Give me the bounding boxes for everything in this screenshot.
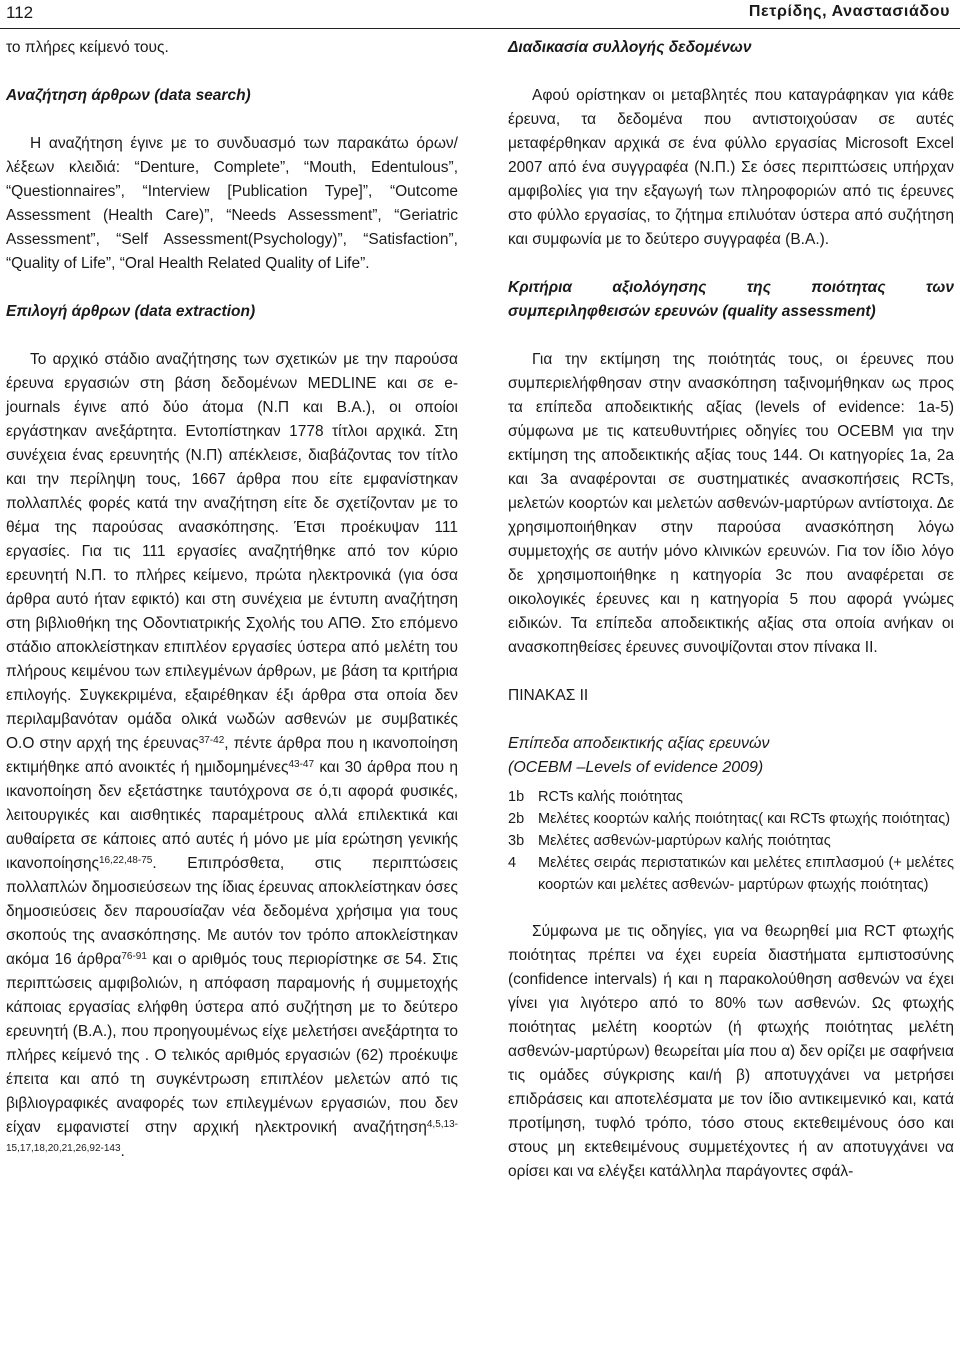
citation-superscript: 76-91 — [121, 951, 147, 962]
table-title: Επίπεδα αποδεικτικής αξίας ερευνών — [508, 735, 770, 752]
page-header — [0, 0, 960, 29]
running-head: Πετρίδης, Αναστασιάδου — [748, 3, 950, 20]
text-segment: . — [120, 1143, 125, 1160]
table-row — [508, 830, 954, 852]
citation-superscript: 16,22,48-75 — [98, 855, 153, 866]
text-segment: , πέντε άρθρα που η ικανοποίηση εκτιμήθηκε από ανοικτές ή ημιδομημένες — [6, 735, 458, 776]
text-segment: και ο αριθμός τους περιορίστηκε σε 54. Στις περιπτώσεις αμφιβολιών, η απόφαση παραμονής ή συμμετοχής κάποιας εργασίας ελήφθη ύστερα από συζήτηση με το δεύτερο ερευνητή (Β.Α.), που προηγουμένως είχε μελετήσει ανεξάρτητα το πλήρες κείμενό της . Ο τελικός αριθμός εργασιών (62) προέκυψε έπειτα και από τη συγκέντρωση επιπλέον μελετών από τις βιβλιογραφικές αναφορές των επιλεγμένων εργασιών, που δεν είχαν εμφανιστεί στην αρχική ηλεκτρονική αναζήτηση — [6, 951, 458, 1136]
citation-superscript: 4,5,13-15,17,18,20,21,26,92-143 — [6, 1119, 458, 1154]
table-row — [508, 786, 954, 808]
level-description: Μελέτες ασθενών-μαρτύρων καλής ποιότητας — [538, 833, 831, 849]
section-heading-data-collection: Διαδικασία συλλογής δεδομένων — [508, 39, 752, 56]
section-heading-data-extraction: Επιλογή άρθρων (data extraction) — [6, 303, 256, 320]
paragraph-data-collection: Αφού ορίστηκαν οι μεταβλητές που καταγράφηκαν για κάθε έρευνα, τα δεδομένα που αντιστοιχούσαν σε αυτές μεταφέρθηκαν αρχικά σε ένα φύλλο εργασίας Microsoft Excel 2007 από ένα συγγραφέα (Ν.Π.) Σε όσες περιπτώσεις υπήρχαν αμφιβολίες για την εξαγωγή των πληροφοριών από τις έρευνες στο φύλλο εργασίας, το ζήτημα επιλυόταν ύστερα από συζήτηση και συμφωνία με το δεύτερο συγγραφέα (Β.Α.). — [508, 87, 954, 248]
text-segment: . Επιπρόσθετα, στις περιπτώσεις πολλαπλών δημοσιεύσεων της ίδιας έρευνας αποκλείστηκαν όσες δημοσιεύσεις δεν παρουσίαζαν νέα δεδομένα χρήσιμα για τους σκοπούς της ανασκόπησης. Με αυτόν τον τρόπο αποκλείστηκαν ακόμα 16 άρθρα — [6, 855, 458, 968]
level-code: 4 — [508, 855, 517, 871]
evidence-levels-table — [508, 786, 954, 896]
text-segment: Το αρχικό στάδιο αναζήτησης των σχετικών με την παρούσα έρευνα εργασιών στη βάση δεδομένων MEDLINE και σε e-journals έγινε από δύο άτομα (Ν.Π και Β.Α.), οι οποίοι εργάστηκαν ανεξάρτητα. Εντοπίστηκαν 1778 τίτλοι αρχικά. Στη συνέχεια ένας ερευνητής (Ν.Π) απέκλεισε, διαβάζοντας τον τίτλο και την περίληψη τους, 1667 άρθρα που είτε εμφανίστηκαν πολλαπλές φορές κατά την αναζήτηση είτε δε σχετίζονταν με το θέμα της παρούσας ανασκόπησης. Έτσι προέκυψαν 111 εργασίες. Για τις 111 εργασίες αναζητήθηκε από τον κύριο ερευνητή Ν.Π. το πλήρες κείμενο, πρώτα ηλεκτρονικά (για όσα άρθρα αυτό ήταν εφικτό) και στη συνέχεια με έντυπη αναζήτηση στη βιβλιοθήκη της Οδοντιατρικής Σχολής του ΑΠΘ. Στο επόμενο στάδιο αποκλείστηκαν επιπλέον εργασίες ύστερα από μελέτη του πλήρους κειμένου των επιλεγμένων άρθρων, με βάση τα κριτήρια επιλογής. Συγκεκριμένα, εξαιρέθηκαν έξι άρθρα στα οποία δεν περιλαμβανόταν ομάδα ολικά νωδών ασθενών με συμβατικές Ο.Ο στην αρχή της έρευνας — [6, 351, 458, 752]
paragraph-carryover: το πλήρες κείμενό τους. — [6, 39, 169, 56]
level-description: Μελέτες κοορτών καλής ποιότητας( και RCTs φτωχής ποιότητας) — [538, 811, 951, 827]
table-subtitle: (OCEBM –Levels of evidence 2009) — [508, 759, 764, 776]
level-code: 3b — [508, 833, 525, 849]
paragraph-quality-criteria: Σύμφωνα με τις οδηγίες, για να θεωρηθεί μια RCT φτωχής ποιότητας πρέπει να έχει ευρεία διαστήματα εμπιστοσύνης (confidence intervals) ή και η παρακολούθηση ασθενών να έχει γίνει για λιγότερο από το 80% των ασθενών. Ως φτωχής ποιότητας μελέτη κοορτών (ή φτωχής ποιότητας μελέτη ασθενών-μαρτύρων) θεωρείται μία που α) δεν ορίζει με σαφήνεια τις ομάδες σύγκρισης και/ή β) αποτυγχάνει να μετρήσει επιδράσεις και αποτελέσματα με τον ίδιο αντικειμενικό και, κατά προτίμηση, τυφλό τρόπο, τόσο στους εκτεθειμένους όσο και στους μη εκτεθειμένους συμμετέχοντες ή αν αποτυγχάνει να ορίσει και να ελέγξει κατάλληλα παράγοντες σφάλ- — [508, 923, 954, 1180]
table-row — [508, 808, 954, 830]
level-description: Μελέτες σειράς περιστατικών και μελέτες επιπλασμού (+ μελέτες κοορτών και μελέτες ασθενών- μαρτύρων φτωχής ποιότητας) — [538, 855, 954, 893]
paragraph-data-extraction — [6, 348, 458, 1164]
citation-superscript: 37-42 — [198, 735, 225, 746]
paragraph-data-search: Η αναζήτηση έγινε με το συνδυασμό των παρακάτω όρων/λέξεων κλειδιά: “Denture, Complete”, “Mouth, Edentulous”, “Questionnaires”, “Interview [Publication Type]”, “Outcome Assessment (Health Care)”, “Needs Assessment”, “Geriatric Assessment”, “Self Assessment(Psychology)”, “Satisfaction”, “Quality of Life”, “Oral Health Related Quality of Life”. — [6, 135, 458, 272]
table-row — [508, 852, 954, 896]
table-label: ΠΙΝΑΚΑΣ ΙΙ — [508, 687, 589, 704]
paragraph-quality-assessment: Για την εκτίμηση της ποιότητάς τους, οι έρευνες που συμπεριελήφθησαν στην ανασκόπηση ταξινομήθηκαν ως προς τα επίπεδα αποδεικτικής αξίας (levels of evidence: 1a-5) σύμφωνα με τις κατευθυντήριες οδηγίες του OCEBM για την εκτίμηση της αποδεικτικής αξίας τους 144. Οι κατηγορίες 1a, 2a και 3a αναφέρονται σε συστηματικές ανασκοπήσεις RCTs, μελετών κοορτών και μελετών ασθενών-μαρτύρων αντίστοιχα. Δε χρησιμοποιήθηκαν στην παρούσα ανασκόπηση λόγω συμμετοχής σε αυτήν μόνο κλινικών ερευνών. Για τον ίδιο λόγο δε χρησιμοποιήθηκε η κατηγορία 3c που αναφέρεται σε οικολογικές έρευνες και η κατηγορία 5 που αφορά γνώμες ειδικών. Τα επίπεδα αποδεικτικής αξίας στα οποία ανήκαν οι ανασκοπηθείσες έρευνες συνοψίζονται στον πίνακα ΙΙ. — [508, 351, 954, 656]
page-number: 112 — [6, 3, 34, 22]
text-segment: και 30 άρθρα που η ικανοποίηση δεν εξετάστηκε ταυτόχρονα σε ό,τι αφορά φυσικές, λειτουργικές και αισθητικές παραμέτρους αλλά επιλεκτικά και αυθαίρετα σε κάποιες από αυτές ή μόνο με μία ερώτηση γενικής ικανοποίησης — [6, 759, 458, 872]
right-column — [508, 36, 954, 1184]
level-code: 2b — [508, 811, 525, 827]
citation-superscript: 43-47 — [288, 759, 315, 770]
level-code: 1b — [508, 789, 525, 805]
level-description: RCTs καλής ποιότητας — [538, 789, 683, 805]
section-heading-quality-assessment: Κριτήρια αξιολόγησης της ποιότητας των συμπεριληφθεισών ερευνών (quality assessment) — [508, 279, 954, 320]
left-column — [6, 36, 458, 1164]
section-heading-data-search: Αναζήτηση άρθρων (data search) — [6, 87, 251, 104]
